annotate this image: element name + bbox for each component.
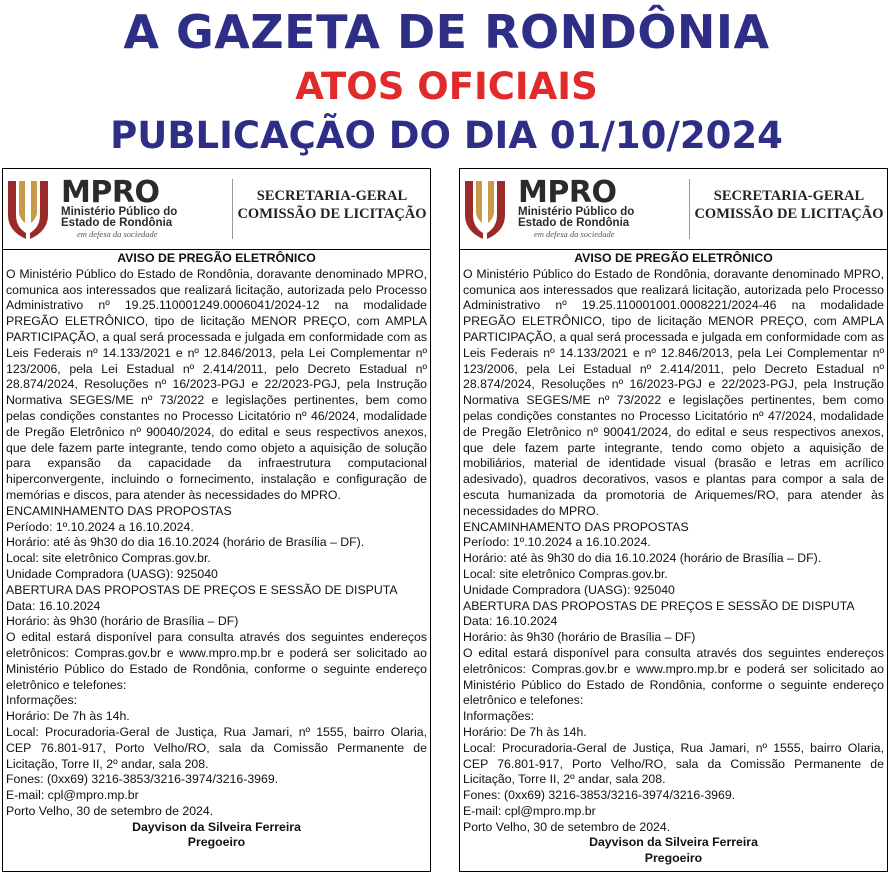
logo-line-2: Estado de Rondônia bbox=[61, 217, 173, 229]
edital-paragraph: O edital estará disponível para consulta através dos seguintes endereços eletrônicos: Compras.gov.br e www.mpro.mp.br e poderá ser solicitado ao Ministério Público do Estado de Rondônia, conforme o seguinte endereço eletrônico e telefones: bbox=[6, 630, 427, 692]
signer-role: Pregoeiro bbox=[187, 835, 246, 850]
deadline-line: Horário: até às 9h30 do dia 16.10.2024 (horário de Brasília – DF). bbox=[6, 535, 365, 550]
phones-line: Fones: (0xx69) 3216-3853/3216-3974/3216-3969. bbox=[6, 772, 279, 787]
office-hours: Horário: De 7h às 14h. bbox=[463, 724, 587, 739]
uasg-line: Unidade Compradora (UASG): 925040 bbox=[463, 582, 675, 597]
logo-tagline: em defesa da sociedade bbox=[77, 229, 158, 239]
logo-line-2: Estado de Rondônia bbox=[518, 217, 630, 229]
logo-line-1: Ministério Público do bbox=[518, 206, 635, 218]
period-line: Período: 1º.10.2024 a 16.10.2024. bbox=[463, 535, 651, 550]
mpro-logo bbox=[61, 175, 178, 239]
proposals-heading: ENCAMINHAMENTO DAS PROPOSTAS bbox=[463, 519, 689, 534]
logo-name: MPRO bbox=[518, 175, 617, 210]
deadline-line: Horário: até às 9h30 do dia 16.10.2024 (horário de Brasília – DF). bbox=[463, 551, 822, 566]
department-line-1: SECRETARIA-GERAL bbox=[256, 188, 408, 204]
newspaper-title: A GAZETA DE RONDÔNIA bbox=[123, 5, 770, 59]
office-hours: Horário: De 7h às 14h. bbox=[6, 709, 130, 724]
notice-heading: AVISO DE PREGÃO ELETRÔNICO bbox=[117, 251, 316, 265]
notice-card-left bbox=[2, 168, 431, 872]
intro-paragraph: O Ministério Público do Estado de Rondônia, doravante denominado MPRO, comunica aos interessados que realizará licitação, autorizada pelo Processo Administrativo nº 19.25.110001249.0006041/2024-12 na modalidade PREGÃO ELETRÔNICO, tipo de licitação MENOR PREÇO, com AMPLA PARTICIPAÇÃO, a qual será processada e julgada em conformidade com as Leis Federais nº 14.133/2021 e nº 12.846/2013, pela Lei Complementar nº 123/2006, pela Lei Estadual nº 2.414/2011, pelo Decreto Estadual nº 28.874/2024, Resoluções nº 16/2023-PGJ e 22/2023-PGJ, pela Instrução Normativa SEGES/ME nº 73/2022 e legislações pertinentes, bem como pelas condições constantes no Processo Licitatório nº 46/2024, modalidade de Pregão Eletrônico nº 90040/2024, do edital e seus respectivos anexos, que dele fazem parte integrante, tendo como objeto a aquisição de solução para expansão da capacidade da infraestrutura computacional hiperconvergente, incluindo o fornecimento, instalação e configuração de memórias e discos, para atender às necessidades do MPRO. bbox=[6, 266, 427, 502]
mpro-emblem-icon bbox=[463, 177, 507, 241]
opening-time: Horário: às 9h30 (horário de Brasília – DF) bbox=[6, 614, 239, 629]
site-line: Local: site eletrônico Compras.gov.br. bbox=[6, 551, 211, 566]
phones-line: Fones: (0xx69) 3216-3853/3216-3974/3216-3969. bbox=[463, 788, 736, 803]
mpro-emblem-icon bbox=[6, 177, 50, 241]
info-heading: Informações: bbox=[6, 693, 78, 708]
opening-heading: ABERTURA DAS PROPOSTAS DE PREÇOS E SESSÃO DE DISPUTA bbox=[6, 582, 398, 597]
intro-paragraph: O Ministério Público do Estado de Rondônia, doravante denominado MPRO, comunica aos interessados que realizará licitação, autorizada pelo Processo Administrativo nº 19.25.110001001.0008221/2024-46 na modalidade PREGÃO ELETRÔNICO, tipo de licitação MENOR PREÇO, com AMPLA PARTICIPAÇÃO, a qual será processada e julgada em conformidade com as Leis Federais nº 14.133/2021 e nº 12.846/2013, pela Lei Complementar nº 123/2006, pela Lei Estadual nº 2.414/2011, pelo Decreto Estadual nº 28.874/2024, Resoluções nº 16/2023-PGJ e 22/2023-PGJ, pela Instrução Normativa SEGES/ME nº 73/2022 e legislações pertinentes, bem como pelas condições constantes no Processo Licitatório nº 47/2024, modalidade de Pregão Eletrônico nº 90041/2024, do edital e seus respectivos anexos, que dele fazem parte integrante, tendo como objeto a aquisição de mobiliários, material de identidade visual (brasão e letras em acrílico adesivado), quadros decorativos, vasos e plantas para compor a sala de escuta humanizada da promotoria de Ariquemes/RO, para atender às necessidades do MPRO. bbox=[463, 266, 884, 518]
place-date-line: Porto Velho, 30 de setembro de 2024. bbox=[463, 819, 671, 834]
notice-header bbox=[460, 169, 887, 249]
proposals-heading: ENCAMINHAMENTO DAS PROPOSTAS bbox=[6, 503, 232, 518]
department bbox=[235, 187, 429, 223]
signer-name: Dayvison da Silveira Ferreira bbox=[132, 819, 301, 834]
section-title: ATOS OFICIAIS bbox=[295, 65, 598, 108]
info-heading: Informações: bbox=[463, 709, 535, 724]
department bbox=[692, 187, 886, 223]
uasg-line: Unidade Compradora (UASG): 925040 bbox=[6, 566, 218, 581]
header-divider bbox=[689, 179, 690, 239]
header-rule bbox=[460, 249, 887, 250]
logo-tagline: em defesa da sociedade bbox=[534, 229, 615, 239]
notice-heading: AVISO DE PREGÃO ELETRÔNICO bbox=[574, 251, 773, 265]
header-divider bbox=[232, 179, 233, 239]
period-line: Período: 1º.10.2024 a 16.10.2024. bbox=[6, 519, 194, 534]
opening-time: Horário: às 9h30 (horário de Brasília – DF) bbox=[463, 630, 696, 645]
address-paragraph: Local: Procuradoria-Geral de Justiça, Rua Jamari, nº 1555, bairro Olaria, CEP 76.801-917, Porto Velho/RO, sala da Comissão Permanente de Licitação, Torre II, 2º andar, sala 208. bbox=[463, 740, 884, 787]
signer-role: Pregoeiro bbox=[644, 851, 703, 866]
edital-paragraph: O edital estará disponível para consulta através dos seguintes endereços eletrônicos: Compras.gov.br e www.mpro.mp.br e poderá ser solicitado ao Ministério Público do Estado de Rondônia, conforme o seguinte endereço eletrônico e telefones: bbox=[463, 645, 884, 708]
mpro-logo bbox=[518, 175, 635, 239]
logo-name: MPRO bbox=[61, 175, 160, 210]
site-line: Local: site eletrônico Compras.gov.br. bbox=[463, 566, 668, 581]
department-line-1: SECRETARIA-GERAL bbox=[713, 188, 865, 204]
email-line: E-mail: cpl@mpro.mp.br bbox=[463, 803, 596, 818]
publication-date: PUBLICAÇÃO DO DIA 01/10/2024 bbox=[110, 114, 783, 157]
notice-body bbox=[6, 251, 427, 851]
address-paragraph: Local: Procuradoria-Geral de Justiça, Rua Jamari, nº 1555, bairro Olaria, CEP 76.801-917, Porto Velho/RO, sala da Comissão Permanente de Licitação, Torre II, 2º andar, sala 208. bbox=[6, 724, 427, 771]
header-rule bbox=[3, 249, 430, 250]
notice-body bbox=[463, 251, 884, 867]
opening-date: Data: 16.10.2024 bbox=[463, 614, 558, 629]
notice-header bbox=[3, 169, 430, 249]
department-line-2: COMISSÃO DE LICITAÇÃO bbox=[694, 206, 884, 222]
opening-date: Data: 16.10.2024 bbox=[6, 598, 101, 613]
opening-heading: ABERTURA DAS PROPOSTAS DE PREÇOS E SESSÃO DE DISPUTA bbox=[463, 598, 855, 613]
place-date-line: Porto Velho, 30 de setembro de 2024. bbox=[6, 803, 214, 818]
notice-card-right bbox=[459, 168, 888, 872]
logo-line-1: Ministério Público do bbox=[61, 206, 178, 218]
signer-name: Dayvison da Silveira Ferreira bbox=[589, 835, 758, 850]
department-line-2: COMISSÃO DE LICITAÇÃO bbox=[237, 206, 427, 222]
email-line: E-mail: cpl@mpro.mp.br bbox=[6, 788, 139, 803]
